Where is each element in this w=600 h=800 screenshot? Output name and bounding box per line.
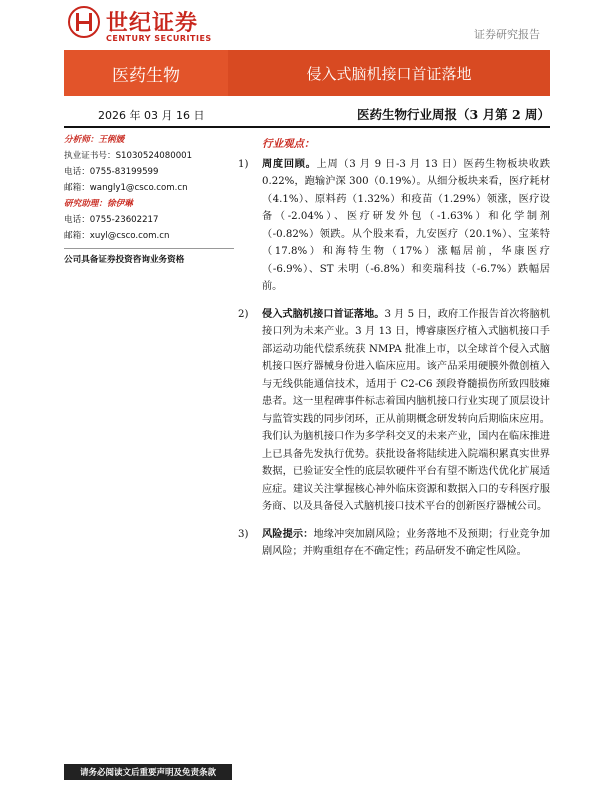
point-bci-approval bbox=[238, 306, 550, 516]
analyst-sidebar bbox=[64, 132, 234, 268]
page-header bbox=[0, 0, 600, 48]
section-title: 行业观点： bbox=[262, 138, 315, 150]
report-date: 2026 年 03 月 16 日 bbox=[98, 109, 205, 122]
point-body: 地缘冲突加剧风险；业务落地不及预期；行业竞争加剧风险；并购重组存在不确定性；药品研发不确定性风险。 bbox=[262, 528, 551, 557]
dateline bbox=[64, 104, 550, 128]
report-title: 侵入式脑机接口首证落地 bbox=[228, 50, 550, 96]
report-subtitle: 医药生物行业周报（3 月第 2 周） bbox=[357, 107, 550, 122]
point-number: 1) bbox=[238, 158, 249, 170]
point-body: 上周（3 月 9 日-3 月 13 日）医药生物板块收跌 0.22%，跑输沪深 300（0.19%）。从细分板块来看，医疗耗材（4.1%）、原料药（1.32%）和疫苗（1.29%）领涨，医疗设备（-2.04%）、医疗研发外包（-1.63%）和化学制剂（-0.82%）领跌。从个股来看，九安医疗（20.1%）、宝莱特（17.8%）和海特生物（17%）涨幅居前，华康医疗（-6.9%）、ST 未明（-6.8%）和奕瑞科技（-6.7%）跌幅居前。 bbox=[262, 158, 551, 292]
point-weekly-review bbox=[238, 156, 550, 296]
logo-emblem-icon bbox=[68, 6, 100, 38]
title-banner bbox=[64, 50, 550, 96]
company-qualification: 公司具备证券投资咨询业务资格 bbox=[64, 255, 185, 265]
report-type: 证券研究报告 bbox=[474, 28, 540, 41]
assistant-name: 研究助理：徐伊琳 bbox=[64, 199, 133, 209]
analyst-name: 分析师：王俐媛 bbox=[64, 135, 125, 145]
assistant-phone: 电话：0755-23602217 bbox=[64, 215, 159, 225]
sidebar-divider bbox=[64, 248, 234, 249]
disclaimer-footer: 请务必阅读文后重要声明及免责条款 bbox=[64, 764, 232, 780]
logo-chinese-name: 世纪证券 bbox=[106, 10, 199, 36]
main-content bbox=[238, 136, 550, 571]
assistant-email: 邮箱：xuyl@csco.com.cn bbox=[64, 231, 170, 241]
sector-label: 医药生物 bbox=[64, 50, 228, 96]
analyst-email: 邮箱：wangly1@csco.com.cn bbox=[64, 183, 188, 193]
point-body: 3 月 5 日，政府工作报告首次将脑机接口列为未来产业。3 月 13 日，博睿康医疗植入式脑机接口手部运动功能代偿系统获 NMPA 批准上市，以全球首个侵入式脑机接口医疗器械身份进入临床应用。该产品采用硬膜外微创植入与无线供能通信技术，适用于 C2-C6 颈段脊髓损伤所致四肢瘫患者。这一里程碑事件标志着国内脑机接口行业实现了顶层设计与监管实践的同步闭环，正从前期概念研发转向后期临床应用。我们认为脑机接口作为多学科交叉的未来产业，国内在临床推进上已具备先发执行优势。获批设备将陆续进入院端积累真实世界数据，已验证安全性的底层软硬件平台有望不断迭代优化扩展适应症。建议关注掌握核心神外临床资源和数据入口的专科医疗服务商、以及具备侵入式脑机接口技术平台的创新医疗器械公司。 bbox=[262, 308, 550, 512]
point-number: 3) bbox=[238, 528, 249, 540]
analyst-cert: 执业证书号：S1030524080001 bbox=[64, 151, 193, 161]
point-heading: 风险提示： bbox=[262, 527, 314, 540]
point-heading: 侵入式脑机接口首证落地。 bbox=[262, 307, 385, 320]
point-risk-warning bbox=[238, 526, 550, 561]
point-heading: 周度回顾。 bbox=[262, 157, 317, 170]
logo-english-name: CENTURY SECURITIES bbox=[106, 34, 212, 43]
analyst-phone: 电话：0755-83199599 bbox=[64, 167, 159, 177]
point-number: 2) bbox=[238, 308, 249, 320]
company-logo bbox=[68, 6, 268, 46]
